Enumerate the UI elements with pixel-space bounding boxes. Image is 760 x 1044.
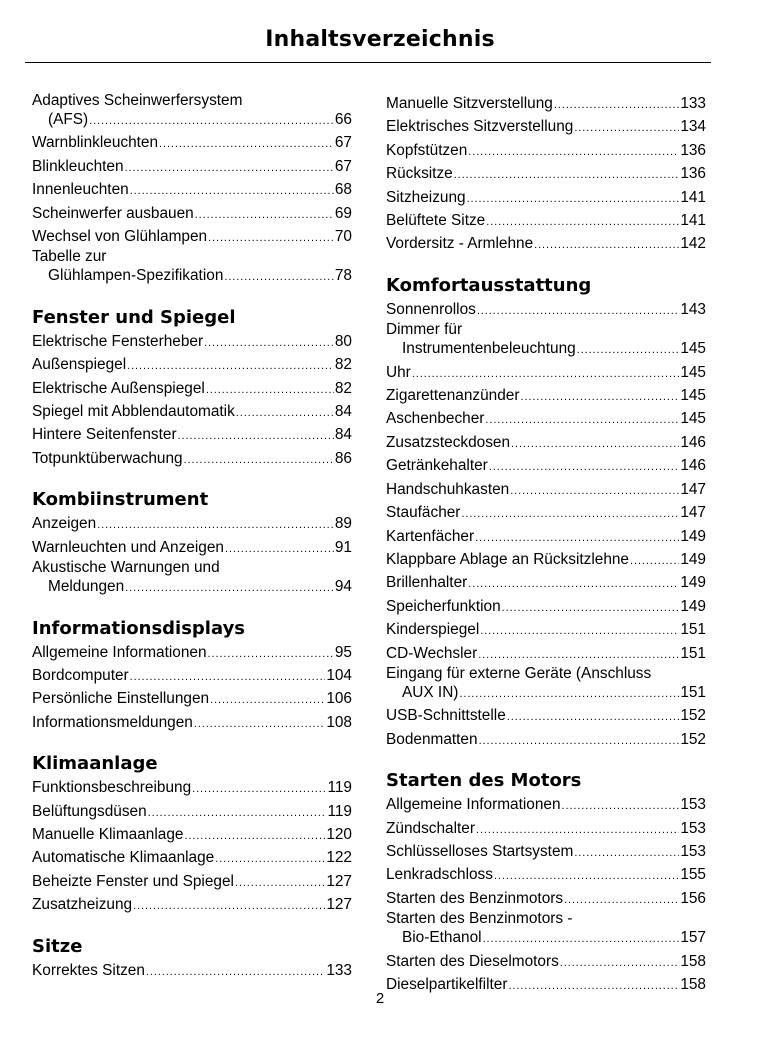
- toc-entry[interactable]: [32, 688, 352, 711]
- toc-entry-title: Rücksitze: [386, 165, 453, 183]
- toc-entry-title: Blinkleuchten: [32, 157, 124, 175]
- dot-leader: [494, 864, 679, 887]
- toc-entry-title: Vordersitz - Armlehne: [386, 235, 534, 253]
- toc-entry-title: Elektrisches Sitzverstellung: [386, 118, 574, 136]
- toc-entry-title: Außenspiegel: [32, 356, 127, 374]
- toc-entry-title: Zusatzsteckdosen: [386, 433, 511, 451]
- toc-entry-page: 67: [334, 157, 352, 175]
- toc-entry-title: Sitzheizung: [386, 188, 466, 206]
- toc-entry-page: 104: [326, 666, 352, 684]
- toc-entry-line: [32, 109, 352, 132]
- toc-entry-page: 133: [680, 95, 706, 112]
- dot-leader: [89, 109, 334, 132]
- toc-entry-page: 152: [680, 730, 706, 748]
- toc-entry-title: Hintere Seitenfenster: [32, 426, 177, 444]
- toc-section: [386, 93, 706, 257]
- toc-entry-page: 86: [334, 449, 352, 467]
- toc-entry-title: Funktionsbeschreibung: [32, 779, 192, 797]
- toc-entry[interactable]: [32, 642, 352, 665]
- toc-entry[interactable]: [32, 354, 352, 377]
- section-heading: Kombiinstrument: [32, 489, 209, 511]
- toc-entry-page: 127: [326, 896, 352, 914]
- dot-leader: [130, 179, 334, 202]
- dot-leader: [562, 794, 680, 817]
- dot-leader: [97, 513, 334, 536]
- toc-entry[interactable]: [386, 729, 706, 752]
- toc-entry[interactable]: [32, 560, 352, 599]
- toc-entry-title: Bodenmatten: [386, 730, 478, 748]
- toc-entry-line: [32, 576, 352, 599]
- section-heading: Komfortausstattung: [386, 274, 592, 296]
- toc-entry-title: Akustische Warnungen und: [32, 559, 220, 577]
- toc-entry[interactable]: [386, 432, 706, 455]
- toc-entry[interactable]: [386, 572, 706, 595]
- dot-leader: [480, 619, 679, 642]
- dot-leader: [133, 894, 325, 917]
- dot-leader: [468, 140, 679, 163]
- dot-leader: [564, 888, 679, 911]
- toc-entry-title-cont: Bio-Ethanol: [402, 929, 482, 947]
- toc-entry-title: Warnleuchten und Anzeigen: [32, 538, 224, 556]
- toc-entry-page: 151: [680, 644, 706, 662]
- toc-entry-page: 145: [680, 363, 706, 381]
- dot-leader: [125, 576, 334, 599]
- dot-leader: [467, 187, 680, 210]
- toc-entry-title: Belüftungsdüsen: [32, 802, 147, 820]
- dot-leader: [206, 378, 334, 401]
- toc-entry-title: Korrektes Sitzen: [32, 961, 145, 979]
- dot-leader: [511, 432, 679, 455]
- toc-section: [32, 488, 352, 599]
- toc-entry-title: USB-Schnittstelle: [386, 707, 506, 725]
- toc-entry-title: Informationsmeldungen: [32, 713, 193, 731]
- toc-entry-page: 78: [334, 267, 352, 285]
- toc-entry[interactable]: [32, 156, 352, 179]
- toc-entry-page: 145: [680, 387, 706, 405]
- dot-leader: [215, 847, 325, 870]
- toc-entry[interactable]: [32, 847, 352, 870]
- toc-entry[interactable]: [386, 596, 706, 619]
- toc-entry-title: Anzeigen: [32, 515, 97, 533]
- dot-leader: [560, 951, 680, 974]
- toc-entry-title: Scheinwerfer ausbauen: [32, 204, 194, 222]
- toc-entry-title-cont: Glühlampen-Spezifikation: [48, 267, 224, 285]
- dot-leader: [192, 777, 326, 800]
- toc-entry-page: 119: [327, 802, 352, 820]
- toc-entry[interactable]: [32, 203, 352, 226]
- toc-entry[interactable]: [386, 116, 706, 139]
- toc-entry-page: 149: [680, 527, 706, 545]
- toc-entry-page: 134: [680, 118, 706, 136]
- toc-entry[interactable]: [32, 401, 352, 424]
- toc-entry-page: 84: [334, 403, 352, 421]
- dot-leader: [412, 362, 680, 385]
- dot-leader: [204, 331, 334, 354]
- toc-entry-title: Dieselpartikelfilter: [386, 976, 508, 993]
- toc-section: [32, 306, 352, 471]
- toc-entry-title: Wechsel von Glühlampen: [32, 228, 208, 246]
- toc-entry-title: Sonnenrollos: [386, 300, 476, 318]
- toc-entry-page: 141: [680, 212, 706, 230]
- toc-entry[interactable]: [32, 665, 352, 688]
- toc-entry[interactable]: [32, 249, 352, 288]
- toc-section: [32, 617, 352, 736]
- dot-leader: [461, 502, 679, 525]
- toc-entry-page: 153: [680, 842, 706, 860]
- toc-entry[interactable]: [32, 424, 352, 447]
- toc-entry[interactable]: [386, 455, 706, 478]
- toc-entry-title-cont: Meldungen: [48, 578, 125, 596]
- toc-entry[interactable]: [386, 210, 706, 233]
- toc-entry-page: 84: [334, 426, 352, 444]
- page-number: 2: [375, 990, 385, 1007]
- toc-entry[interactable]: [386, 705, 706, 728]
- toc-entry[interactable]: [32, 824, 352, 847]
- toc-entry[interactable]: [386, 408, 706, 431]
- toc-entry-title: Schlüsselloses Startsystem: [386, 842, 574, 860]
- toc-entry-line: [386, 682, 706, 705]
- toc-left-column: [32, 93, 352, 983]
- toc-entry[interactable]: [386, 163, 706, 186]
- dot-leader: [194, 712, 325, 735]
- toc-entry-page: 119: [327, 779, 352, 797]
- toc-entry-page: 149: [680, 574, 706, 592]
- toc-entry-page: 120: [326, 825, 352, 843]
- toc-entry-title: Getränkehalter: [386, 457, 488, 475]
- toc-entry-title: Belüftete Sitze: [386, 212, 486, 230]
- toc-entry-title: Zusatzheizung: [32, 896, 133, 914]
- dot-leader: [130, 665, 326, 688]
- toc-entry-page: 158: [680, 976, 706, 993]
- dot-leader: [125, 156, 334, 179]
- dot-leader: [148, 801, 327, 824]
- toc-entry-page: 94: [334, 578, 352, 596]
- toc-entry-title: Elektrische Außenspiegel: [32, 379, 205, 397]
- toc-entry-title: Tabelle zur: [32, 248, 107, 266]
- toc-entry[interactable]: [386, 951, 706, 974]
- dot-leader: [577, 338, 680, 361]
- toc-entry[interactable]: [386, 619, 706, 642]
- toc-entry-title: Starten des Benzinmotors: [386, 889, 564, 907]
- toc-entry-title: Bordcomputer: [32, 666, 129, 684]
- dot-leader: [475, 526, 679, 549]
- toc-section: [386, 274, 706, 752]
- toc-entry-title: Brillenhalter: [386, 574, 468, 592]
- section-heading: Klimaanlage: [32, 753, 158, 775]
- toc-entry-page: 147: [680, 504, 706, 522]
- dot-leader: [630, 549, 679, 572]
- dot-leader: [507, 705, 680, 728]
- dot-leader: [454, 163, 680, 186]
- toc-entry[interactable]: [386, 818, 706, 841]
- toc-entry-page: 108: [326, 713, 352, 731]
- page-title: Inhaltsverzeichnis: [265, 27, 495, 52]
- section-heading: Fenster und Spiegel: [32, 306, 236, 328]
- toc-entry[interactable]: [386, 479, 706, 502]
- toc-entry-page: 149: [680, 550, 706, 568]
- toc-entry-title-cont: Instrumentenbeleuchtung: [402, 340, 576, 358]
- dot-leader: [477, 299, 679, 322]
- toc-entry[interactable]: [32, 93, 352, 132]
- toc-entry[interactable]: [32, 378, 352, 401]
- toc-entry-title: Totpunktüberwachung: [32, 449, 183, 467]
- toc-entry-page: 68: [334, 181, 352, 199]
- toc-entry-title: Staufächer: [386, 504, 461, 522]
- toc-entry[interactable]: [386, 526, 706, 549]
- toc-right-column: [386, 93, 706, 997]
- toc-entry-title: Beheizte Fenster und Spiegel: [32, 872, 234, 890]
- toc-entry-page: 136: [680, 141, 706, 159]
- toc-entry-page: 82: [334, 356, 352, 374]
- dot-leader: [184, 448, 334, 471]
- toc-entry[interactable]: [386, 140, 706, 163]
- section-heading: Sitze: [32, 935, 83, 957]
- section-heading: Informationsdisplays: [32, 617, 246, 639]
- toc-entry-title: Aschenbecher: [386, 410, 485, 428]
- toc-entry-page: 106: [326, 690, 352, 708]
- toc-entry[interactable]: [32, 712, 352, 735]
- toc-entry-page: 157: [680, 929, 706, 947]
- toc-entry[interactable]: [32, 894, 352, 917]
- toc-entry-title: Lenkradschloss: [386, 866, 493, 884]
- toc-entry-title: CD-Wechsler: [386, 644, 478, 662]
- toc-entry-title: Speicherfunktion: [386, 597, 501, 615]
- dot-leader: [235, 871, 325, 894]
- toc-entry-page: 122: [326, 849, 352, 867]
- toc-section: [32, 752, 352, 917]
- section-heading: Starten des Motors: [386, 770, 582, 792]
- toc-entry[interactable]: [386, 187, 706, 210]
- dot-leader: [146, 960, 325, 983]
- toc-entry-title: Kartenfächer: [386, 527, 475, 545]
- toc-entry-title: Adaptives Scheinwerfersystem: [32, 92, 243, 109]
- toc-entry[interactable]: [386, 362, 706, 385]
- toc-entry[interactable]: [32, 801, 352, 824]
- toc-entry[interactable]: [32, 960, 352, 983]
- toc-entry-title: Kinderspiegel: [386, 621, 480, 639]
- toc-entry-page: 149: [680, 597, 706, 615]
- dot-leader: [159, 132, 334, 155]
- toc-entry-page: 142: [680, 235, 706, 253]
- toc-entry-page: 91: [334, 538, 352, 556]
- toc-entry-page: 133: [326, 961, 352, 979]
- toc-entry[interactable]: [386, 322, 706, 361]
- toc-entry-page: 147: [680, 480, 706, 498]
- dot-leader: [520, 385, 679, 408]
- toc-entry-page: 95: [334, 643, 352, 661]
- toc-entry[interactable]: [32, 871, 352, 894]
- toc-entry-title: Starten des Dieselmotors: [386, 952, 559, 970]
- toc-entry-page: 66: [334, 111, 352, 128]
- toc-entry-title: Automatische Klimaanlage: [32, 849, 215, 867]
- dot-leader: [479, 729, 680, 752]
- dot-leader: [208, 642, 334, 665]
- toc-entry-title: Dimmer für: [386, 321, 463, 339]
- toc-entry-page: 143: [680, 300, 706, 318]
- toc-entry-page: 153: [680, 819, 706, 837]
- dot-leader: [574, 116, 679, 139]
- dot-leader: [127, 354, 334, 377]
- toc-entry-line: [386, 338, 706, 361]
- dot-leader: [483, 927, 680, 950]
- toc-entry[interactable]: [32, 331, 352, 354]
- dot-leader: [510, 479, 679, 502]
- toc-entry-line: [32, 265, 352, 288]
- toc-entry[interactable]: [386, 841, 706, 864]
- toc-entry-title: Elektrische Fensterheber: [32, 332, 204, 350]
- toc-entry[interactable]: [386, 93, 706, 116]
- toc-entry[interactable]: [32, 132, 352, 155]
- toc-entry-page: 146: [680, 433, 706, 451]
- toc-entry[interactable]: [386, 864, 706, 887]
- dot-leader: [178, 424, 334, 447]
- toc-entry-title: Warnblinkleuchten: [32, 134, 159, 152]
- toc-entry-page: 145: [680, 410, 706, 428]
- dot-leader: [224, 265, 333, 288]
- toc-entry[interactable]: [32, 537, 352, 560]
- dot-leader: [489, 455, 680, 478]
- toc-entry-page: 80: [334, 332, 352, 350]
- toc-entry-title: Persönliche Einstellungen: [32, 690, 210, 708]
- toc-entry[interactable]: [386, 385, 706, 408]
- toc-entry-page: 153: [680, 796, 706, 814]
- dot-leader: [184, 824, 325, 847]
- toc-entry[interactable]: [32, 226, 352, 249]
- toc-entry[interactable]: [386, 666, 706, 705]
- dot-leader: [534, 233, 679, 256]
- toc-entry-page: 127: [326, 872, 352, 890]
- toc-entry[interactable]: [386, 549, 706, 572]
- toc-entry-page: 155: [680, 866, 706, 884]
- toc-section: [32, 93, 352, 289]
- dot-leader: [476, 818, 679, 841]
- toc-entry-title-cont: (AFS): [48, 111, 89, 128]
- toc-entry-title: Eingang für externe Geräte (Anschluss: [386, 664, 652, 682]
- toc-entry-title: Klappbare Ablage an Rücksitzlehne: [386, 550, 629, 568]
- dot-leader: [208, 226, 334, 249]
- toc-entry-page: 67: [334, 134, 352, 152]
- toc-entry-page: 151: [680, 683, 706, 701]
- toc-entry-title: Kopfstützen: [386, 141, 468, 159]
- toc-entry-page: 136: [680, 165, 706, 183]
- toc-entry[interactable]: [386, 233, 706, 256]
- dot-leader: [502, 596, 680, 619]
- toc-entry-title: Starten des Benzinmotors -: [386, 910, 573, 928]
- toc-entry-title: Spiegel mit Abblendautomatik: [32, 403, 235, 421]
- toc-entry-page: 156: [680, 889, 706, 907]
- toc-entry-page: 70: [334, 228, 352, 246]
- toc-section: [32, 935, 352, 983]
- toc-entry[interactable]: [32, 513, 352, 536]
- toc-entry[interactable]: [386, 299, 706, 322]
- toc-entry-page: 69: [334, 204, 352, 222]
- toc-entry-title-cont: AUX IN): [402, 683, 459, 701]
- dot-leader: [486, 210, 679, 233]
- toc-entry-title: Allgemeine Informationen: [386, 796, 561, 814]
- toc-entry-title: Handschuhkasten: [386, 480, 510, 498]
- toc-entry-page: 152: [680, 707, 706, 725]
- toc-entry-title: Zündschalter: [386, 819, 475, 837]
- toc-entry-page: 146: [680, 457, 706, 475]
- toc-entry[interactable]: [32, 777, 352, 800]
- toc-entry-page: 145: [680, 340, 706, 358]
- toc-entry-title: Innenleuchten: [32, 181, 129, 199]
- toc-section: [386, 769, 706, 997]
- header-rule: [25, 62, 711, 63]
- toc-entry-page: 141: [680, 188, 706, 206]
- toc-entry-line: [386, 927, 706, 950]
- dot-leader: [225, 537, 334, 560]
- toc-entry-title: Allgemeine Informationen: [32, 643, 207, 661]
- toc-entry-title: Zigarettenanzünder: [386, 387, 520, 405]
- toc-entry[interactable]: [32, 179, 352, 202]
- dot-leader: [459, 682, 679, 705]
- toc-entry[interactable]: [386, 911, 706, 950]
- dot-leader: [554, 93, 679, 116]
- dot-leader: [478, 643, 679, 666]
- toc-entry[interactable]: [386, 794, 706, 817]
- toc-entry-title: Manuelle Klimaanlage: [32, 825, 184, 843]
- toc-entry-title: Manuelle Sitzverstellung: [386, 95, 553, 112]
- toc-entry-page: 89: [334, 515, 352, 533]
- toc-entry-page: 151: [680, 621, 706, 639]
- toc-entry[interactable]: [386, 502, 706, 525]
- toc-entry-title: Uhr: [386, 363, 411, 381]
- toc-entry-page: 82: [334, 379, 352, 397]
- dot-leader: [195, 203, 334, 226]
- toc-entry[interactable]: [32, 448, 352, 471]
- toc-entry[interactable]: [386, 888, 706, 911]
- dot-leader: [210, 688, 325, 711]
- dot-leader: [468, 572, 679, 595]
- dot-leader: [236, 401, 334, 424]
- toc-entry-page: 158: [680, 952, 706, 970]
- dot-leader: [574, 841, 679, 864]
- dot-leader: [485, 408, 679, 431]
- toc-entry[interactable]: [386, 643, 706, 666]
